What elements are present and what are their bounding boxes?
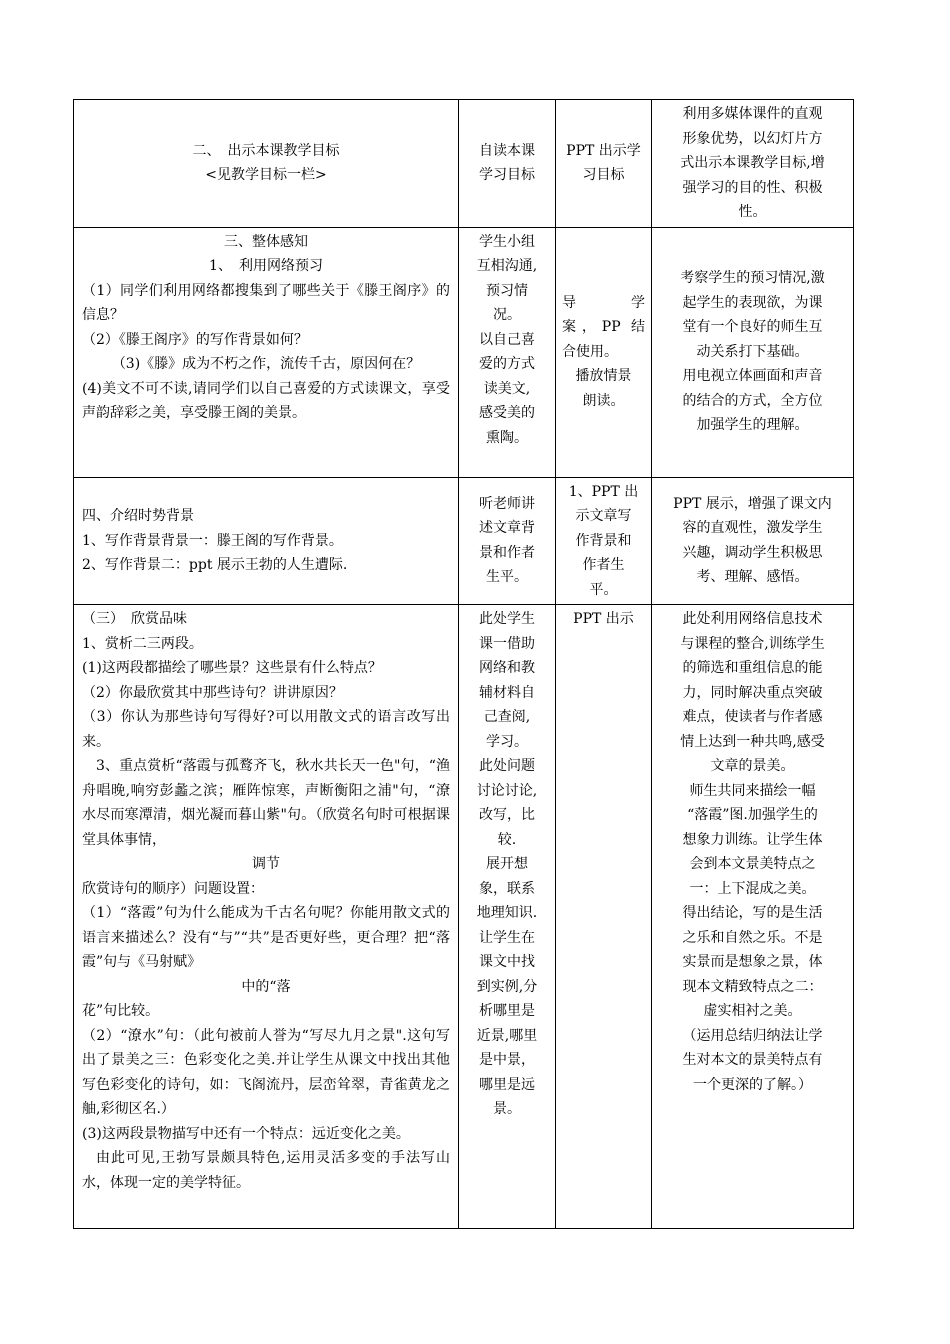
content-line: 四、介绍时势背景: [82, 508, 194, 524]
intent-line: 得出结论，写的是生活: [682, 905, 823, 921]
teaching-content-cell: [74, 605, 459, 1229]
intent-line: 强学习的目的性、积极: [682, 179, 823, 196]
content-line: (1)这两段都描绘了哪些景？这些景有什么特点？: [82, 660, 382, 676]
activity-line: 述文章背: [479, 520, 535, 537]
activity-line: 较.: [497, 831, 517, 848]
activity-line: 读美文,: [483, 380, 531, 397]
content-line: 3、重点赏析“落霞与孤鹜齐飞，秋水共长天一色"句，“渔舟唱晚,响穷彭蠡之滨；雁阵惊寒，声断衡阳之浦"句，“潦水尽而寒潭清，烟光凝而暮山紫"句。（欣赏名句时可根据课堂具体事情，: [82, 758, 450, 848]
intent-line: 虚实相衬之美。: [703, 1003, 802, 1019]
activity-line: 辅材料自: [479, 684, 535, 701]
intent-line: 考察学生的预习情况,激: [680, 270, 825, 287]
intent-line: 一个更深的了解。）: [693, 1076, 812, 1093]
media-line: PPT 出示: [573, 611, 634, 627]
intent-line: 文章的景美。: [710, 758, 795, 774]
design-intent-cell: [652, 477, 854, 605]
intent-line: （运用总结归纳法让学: [682, 1027, 823, 1044]
activity-line: 自读本课: [479, 142, 535, 159]
student-activity-cell: [459, 227, 556, 477]
media-line: 合使用。: [562, 343, 618, 360]
content-line: (4)美文不可不读,请同学们以自己喜爱的方式读课文，享受声韵辞彩之美，享受滕王阁的美景。: [82, 380, 450, 421]
activity-line: 学习目标: [479, 167, 535, 184]
activity-line: 课文中找: [479, 954, 535, 970]
intent-line: 起学生的表现欲，为课: [682, 294, 823, 311]
table-row: [74, 227, 854, 477]
activity-line: 象，联系: [479, 880, 535, 897]
intent-line: 形象优势，以幻灯片方: [682, 130, 823, 147]
table-row: [74, 477, 854, 605]
content-line: 三、整体感知: [224, 233, 308, 250]
activity-line: 此处学生: [479, 611, 535, 627]
intent-line: 师生共同来描绘一幅: [689, 782, 816, 799]
content-line: （三） 欣赏品味: [82, 611, 187, 627]
content-line: 欣赏诗句的顺序）问题设置：: [82, 880, 264, 897]
intent-line: 的筛选和重组信息的能: [682, 660, 823, 676]
teaching-content-cell: [74, 100, 459, 228]
activity-line: 爱的方式: [479, 356, 535, 372]
design-intent-cell: [652, 100, 854, 228]
content-line: 2、写作背景二：ppt 展示王勃的人生遭际.: [82, 557, 348, 573]
lesson-plan-table: [73, 99, 854, 1229]
media-line: 作者生: [582, 557, 625, 573]
intent-line: 实景而是想象之景，体: [682, 954, 823, 970]
activity-line: 生平。: [486, 569, 528, 586]
intent-line: 的结合的方式，全方位: [682, 392, 823, 409]
media-line: 播放情景: [575, 368, 632, 385]
content-line: 调节: [252, 856, 280, 872]
student-activity-cell: [459, 100, 556, 228]
content-line: <见教学目标一栏>: [205, 167, 327, 184]
intent-line: 兴趣，调动学生积极思: [682, 544, 823, 561]
intent-line: 用电视立体画面和声音: [682, 368, 823, 385]
intent-line: 利用多媒体课件的直观: [682, 106, 823, 122]
activity-line: 互相沟通,: [476, 258, 538, 274]
content-line: （2）“潦水”句：（此句被前人誉为“写尽九月之景".这句写出了景美之三：色彩变化之美.并让学生从课文中找出其他写色彩变化的诗句，如：飞阁流丹，层峦耸翠，青雀黄龙之舳,彩彻区名.）: [82, 1027, 450, 1117]
intent-line: “落霞”图.加强学生的: [687, 807, 818, 823]
activity-line: 己查阅,: [483, 709, 531, 725]
student-activity-cell: [459, 605, 556, 1229]
intent-line: 情上达到一种共鸣,感受: [680, 733, 825, 750]
intent-line: 考、理解、感悟。: [696, 569, 809, 586]
activity-line: 景和作者: [479, 544, 535, 561]
content-line: 中的“落: [241, 978, 291, 995]
content-line: （3)《滕》成为不朽之作，流传千古，原因何在？: [111, 356, 421, 372]
design-intent-cell: [652, 227, 854, 477]
media-cell: [556, 227, 652, 477]
teaching-content-cell: [74, 477, 459, 605]
activity-line: 网络和教: [479, 660, 535, 676]
media-line: 案，PP 结: [562, 319, 645, 336]
intent-line: 想象力训练。让学生体: [682, 831, 823, 848]
activity-line: 感受美的: [479, 405, 535, 421]
media-line: 导 学: [562, 294, 645, 311]
activity-line: 景。: [493, 1101, 521, 1117]
intent-line: 会到本文景美特点之: [689, 856, 816, 872]
media-cell: [556, 477, 652, 605]
media-cell: [556, 605, 652, 1229]
content-line: （2）《滕王阁序》的写作背景如何？: [82, 331, 308, 348]
content-line: （1）同学们利用网络都搜集到了哪些关于《滕王阁序》的信息？: [82, 282, 450, 323]
content-line: 二、 出示本课教学目标: [192, 142, 340, 159]
activity-line: 哪里是远: [479, 1076, 535, 1093]
intent-line: 现本文精致特点之二：: [682, 978, 823, 995]
content-line: （1）“落霞”句为什么能成为千古名句呢？你能用散文式的语言来描述么？没有“与”“共”是否更好些，更合理？把“落霞”句与《马射赋》: [82, 905, 450, 970]
intent-line: 之乐和自然之乐。不是: [682, 929, 823, 946]
activity-line: 展开想: [486, 856, 528, 872]
teaching-content-cell: [74, 227, 459, 477]
content-line: 1、赏析二三两段。: [82, 635, 203, 652]
activity-line: 此处问题: [479, 758, 535, 774]
intent-line: 动关系打下基础。: [696, 343, 809, 360]
design-intent-cell: [652, 605, 854, 1229]
intent-line: 堂有一个良好的师生互: [682, 319, 823, 336]
media-line: 习目标: [582, 167, 625, 184]
intent-line: 生对本文的景美特点有: [682, 1052, 823, 1068]
content-line: 花”句比较。: [82, 1003, 160, 1019]
media-line: PPT 出示学: [566, 142, 641, 159]
intent-line: 难点，使读者与作者感: [682, 709, 823, 725]
intent-line: 一：上下混成之美。: [689, 880, 816, 897]
activity-line: 改写，比: [479, 807, 535, 823]
intent-line: PPT 展示，增强了课文内: [673, 495, 832, 512]
activity-line: 析哪里是: [479, 1003, 535, 1019]
content-line: 1、 利用网络预习: [209, 258, 323, 274]
intent-line: 式出示本课教学目标,增: [680, 155, 825, 171]
media-line: 朗读。: [582, 392, 625, 409]
intent-line: 容的直观性，激发学生: [682, 520, 823, 537]
activity-line: 到实例,分: [476, 978, 538, 995]
activity-line: 近景,哪里: [476, 1027, 538, 1044]
table-row: [74, 100, 854, 228]
media-cell: [556, 100, 652, 228]
intent-line: 加强学生的理解。: [696, 417, 809, 434]
content-line: 由此可见,王勃写景颇具特色,运用灵活多变的手法写山水，体现一定的美学特征。: [82, 1150, 450, 1191]
activity-line: 让学生在: [479, 929, 535, 946]
activity-line: 学习。: [486, 733, 528, 750]
content-line: （3）你认为那些诗句写得好?可以用散文式的语言改写出来。: [82, 709, 450, 750]
intent-line: 与课程的整合,训练学生: [680, 635, 825, 652]
content-line: (3)这两段景物描写中还有一个特点：远近变化之美。: [82, 1125, 410, 1142]
intent-line: 性。: [738, 204, 767, 220]
activity-line: 学生小组: [479, 233, 535, 250]
media-line: 示文章写: [575, 508, 632, 524]
intent-line: 此处利用网络信息技术: [682, 611, 823, 627]
activity-line: 听老师讲: [479, 495, 535, 512]
activity-line: 预习情: [486, 282, 528, 299]
media-line: 作背景和: [575, 532, 632, 549]
content-line: （2）你最欣赏其中那些诗句？讲讲原因？: [82, 684, 343, 701]
media-line: 平。: [589, 581, 618, 598]
activity-line: 讨论讨论,: [476, 782, 538, 799]
media-line: 1、PPT 出: [568, 483, 639, 500]
student-activity-cell: [459, 477, 556, 605]
activity-line: 地理知识.: [476, 905, 538, 921]
intent-line: 力，同时解决重点突破: [682, 684, 823, 701]
activity-line: 况。: [493, 307, 521, 323]
activity-line: 是中景，: [479, 1052, 535, 1068]
activity-line: 熏陶。: [486, 429, 528, 446]
table-row: [74, 605, 854, 1229]
content-line: 1、写作背景背景一：滕王阁的写作背景。: [82, 532, 343, 549]
activity-line: 课一借助: [479, 635, 535, 652]
activity-line: 以自己喜: [479, 331, 535, 348]
